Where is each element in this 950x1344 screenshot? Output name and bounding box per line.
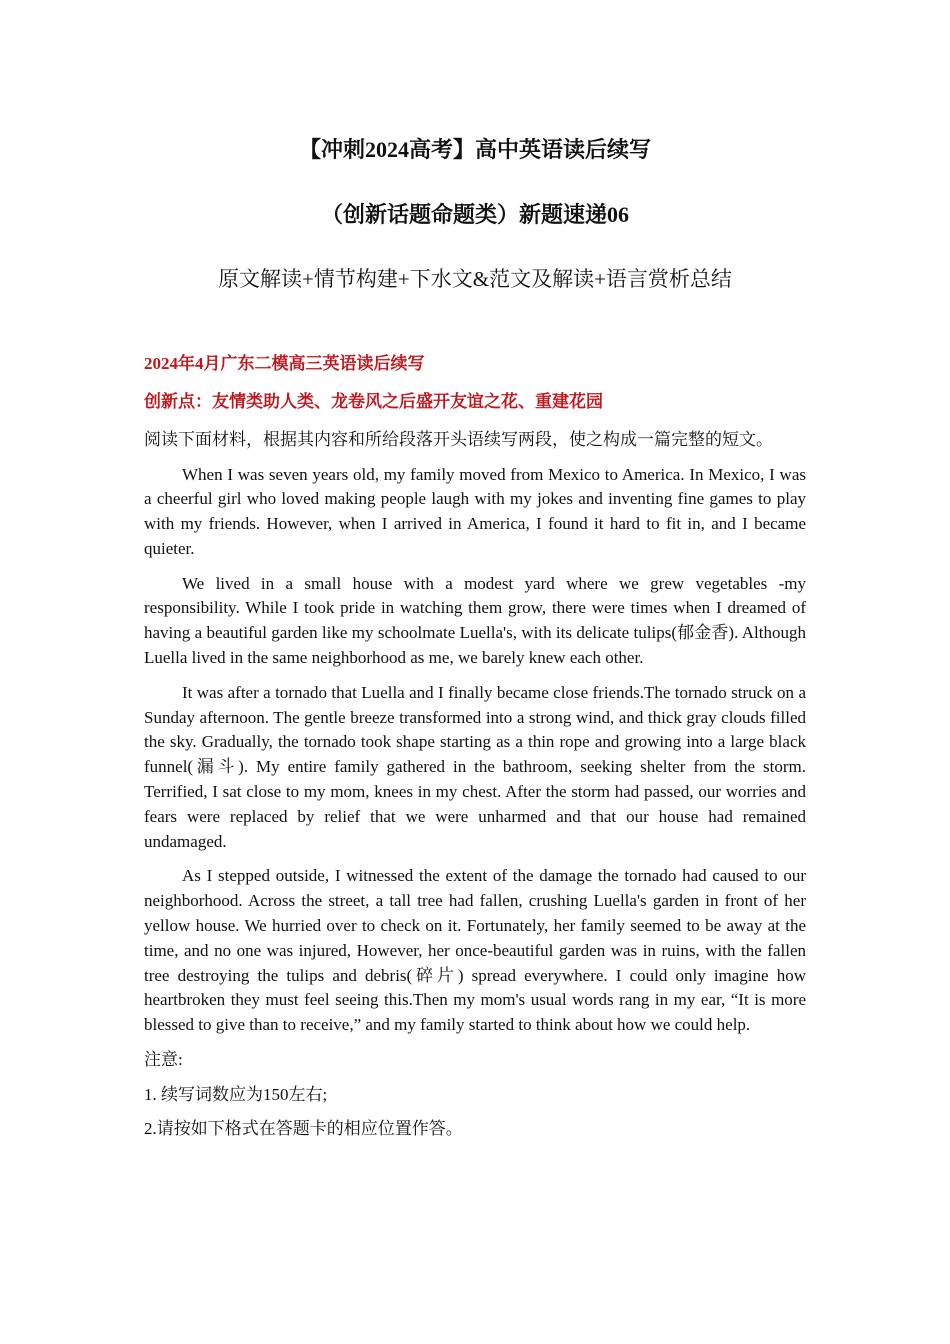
note-item-1: 1. 续写词数应为150左右; (144, 1084, 328, 1104)
passage-paragraph-3: It was after a tornado that Luella and I finally became close friends.The tornado struck on a Sunday afternoon. The gentle breeze transformed into a strong wind, and thick gray clouds filled the sky. Gradually, the tornado took shape starting as a thin rope and growing into a large black funnel(漏斗). My entire family gathered in the bathroom, seeking shelter from the storm. Terrified, I sat close to my mom, knees in my chest. After the storm had passed, our worries and fears were replaced by relief that we were unharmed and that our house had remained undamaged. (144, 682, 806, 851)
passage-paragraph-4: As I stepped outside, I witnessed the extent of the damage the tornado had caused to our neighborhood. Across the street, a tall tree had fallen, crushing Luella's garden in front of her yellow house. We hurried over to check on it. Fortunately, her family seemed to be away at the time, and no one was injured, However, her once-beautiful garden was in ruins, with the fallen tree destroying the tulips and debris(碎片) spread everywhere. I could only imagine how heartbroken they must feel seeing this.Then my mom's usual words rang in my ear, “It is more blessed to give than to receive,” and my family started to think about how we could help. (144, 866, 806, 1035)
passage-paragraph-2: We lived in a small house with a modest yard where we grew vegetables -my responsibility. While I took pride in watching them grow, there were times when I dreamed of having a beautiful garden like my schoolmate Luella's, with its delicate tulips(郁金香). Although Luella lived in the same neighborhood as me, we barely knew each other. (144, 573, 806, 668)
notes-label: 注意: (144, 1050, 183, 1070)
document-title-line-2: （创新话题命题类）新题速递06 (320, 202, 629, 227)
document-subtitle: 原文解读+情节构建+下水文&范文及解读+语言赏析总结 (218, 267, 732, 291)
document-title-line-1: 【冲刺2024高考】高中英语读后续写 (298, 137, 651, 162)
document-body (144, 352, 806, 1152)
exam-label: 2024年4月广东二模高三英语读后续写 (144, 354, 425, 373)
note-item-2: 2.请按如下格式在答题卡的相应位置作答。 (144, 1119, 463, 1139)
reading-instruction: 阅读下面材料，根据其内容和所给段落开头语续写两段，使之构成一篇完整的短文。 (144, 430, 773, 449)
innovation-point: 创新点：友情类助人类、龙卷风之后盛开友谊之花、重建花园 (144, 392, 603, 411)
passage-paragraph-1: When I was seven years old, my family moved from Mexico to America. In Mexico, I was a cheerful girl who loved making people laugh with my jokes and inventing fine games to play with my friends. However, when I arrived in America, I found it hard to fit in, and I became quieter. (144, 464, 806, 558)
